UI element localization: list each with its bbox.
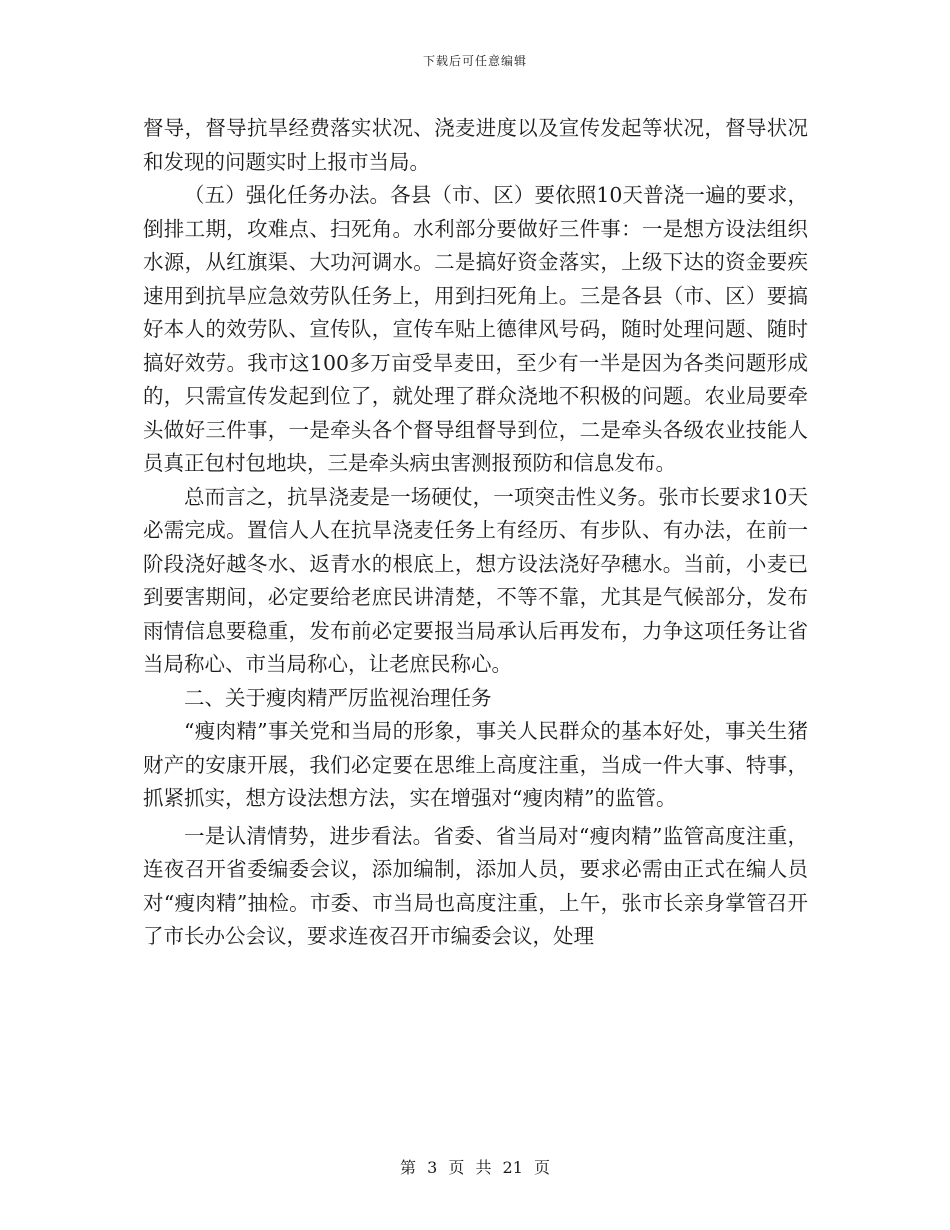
page-footer: 第 3 页 共 21 页 — [400, 1158, 550, 1177]
section-heading: 二、关于瘦肉精严厉监视治理任务 — [184, 685, 492, 710]
document-body — [143, 112, 808, 954]
paragraph-5: 一是认清情势，进步看法。省委、省当局对“瘦肉精”监管高度注重，连夜召开省委编委会议，添加编制，添加人员，要求必需由正式在编人员对“瘦肉精”抽检。市委、市当局也高度注重，上午，张市长亲身掌管召开了市长办公会议，要求连夜召开市编委会议，处理 — [143, 823, 808, 948]
paragraph-3: 总而言之，抗旱浇麦是一场硬仗，一项突击性义务。张市长要求10天必需完成。置信人人在抗旱浇麦任务上有经历、有步队、有办法，在前一阶段浇好越冬水、返青水的根底上，想方设法浇好孕穗水。当前，小麦已到要害期间，必定要给老庶民讲清楚，不等不靠，尤其是气候部分，发布雨情信息要稳重，发布前必定要报当局承认后再发布，力争这项任务让省当局称心、市当局称心，让老庶民称心。 — [143, 484, 808, 676]
paragraph-2: （五）强化任务办法。各县（市、区）要依照10天普浇一遍的要求，倒排工期，攻难点、扫死角。水利部分要做好三件事：一是想方设法组织水源，从红旗渠、大功河调水。二是搞好资金落实，上级下达的资金要疾速用到抗旱应急效劳队任务上，用到扫死角上。三是各县（市、区）要搞好本人的效劳队、宣传队，宣传车贴上德律风号码，随时处理问题、随时搞好效劳。我市这100多万亩受旱麦田，至少有一半是因为各类问题形成的，只需宣传发起到位了，就处理了群众浇地不积极的问题。农业局要牵头做好三件事，一是牵头各个督导组督导到位，二是牵头各级农业技能人员真正包村包地块，三是牵头病虫害测报预防和信息发布。 — [143, 183, 808, 475]
paragraph-1: 督导，督导抗旱经费落实状况、浇麦进度以及宣传发起等状况，督导状况和发现的问题实时上报市当局。 — [143, 116, 808, 174]
paragraph-4: “瘦肉精”事关党和当局的形象，事关人民群众的基本好处，事关生猪财产的安康开展，我们必定要在思维上高度注重，当成一件大事、特事，抓紧抓实，想方设法想方法，实在增强对“瘦肉精”的监管。 — [143, 719, 808, 810]
page-header: 下载后可任意编辑 — [422, 54, 527, 68]
